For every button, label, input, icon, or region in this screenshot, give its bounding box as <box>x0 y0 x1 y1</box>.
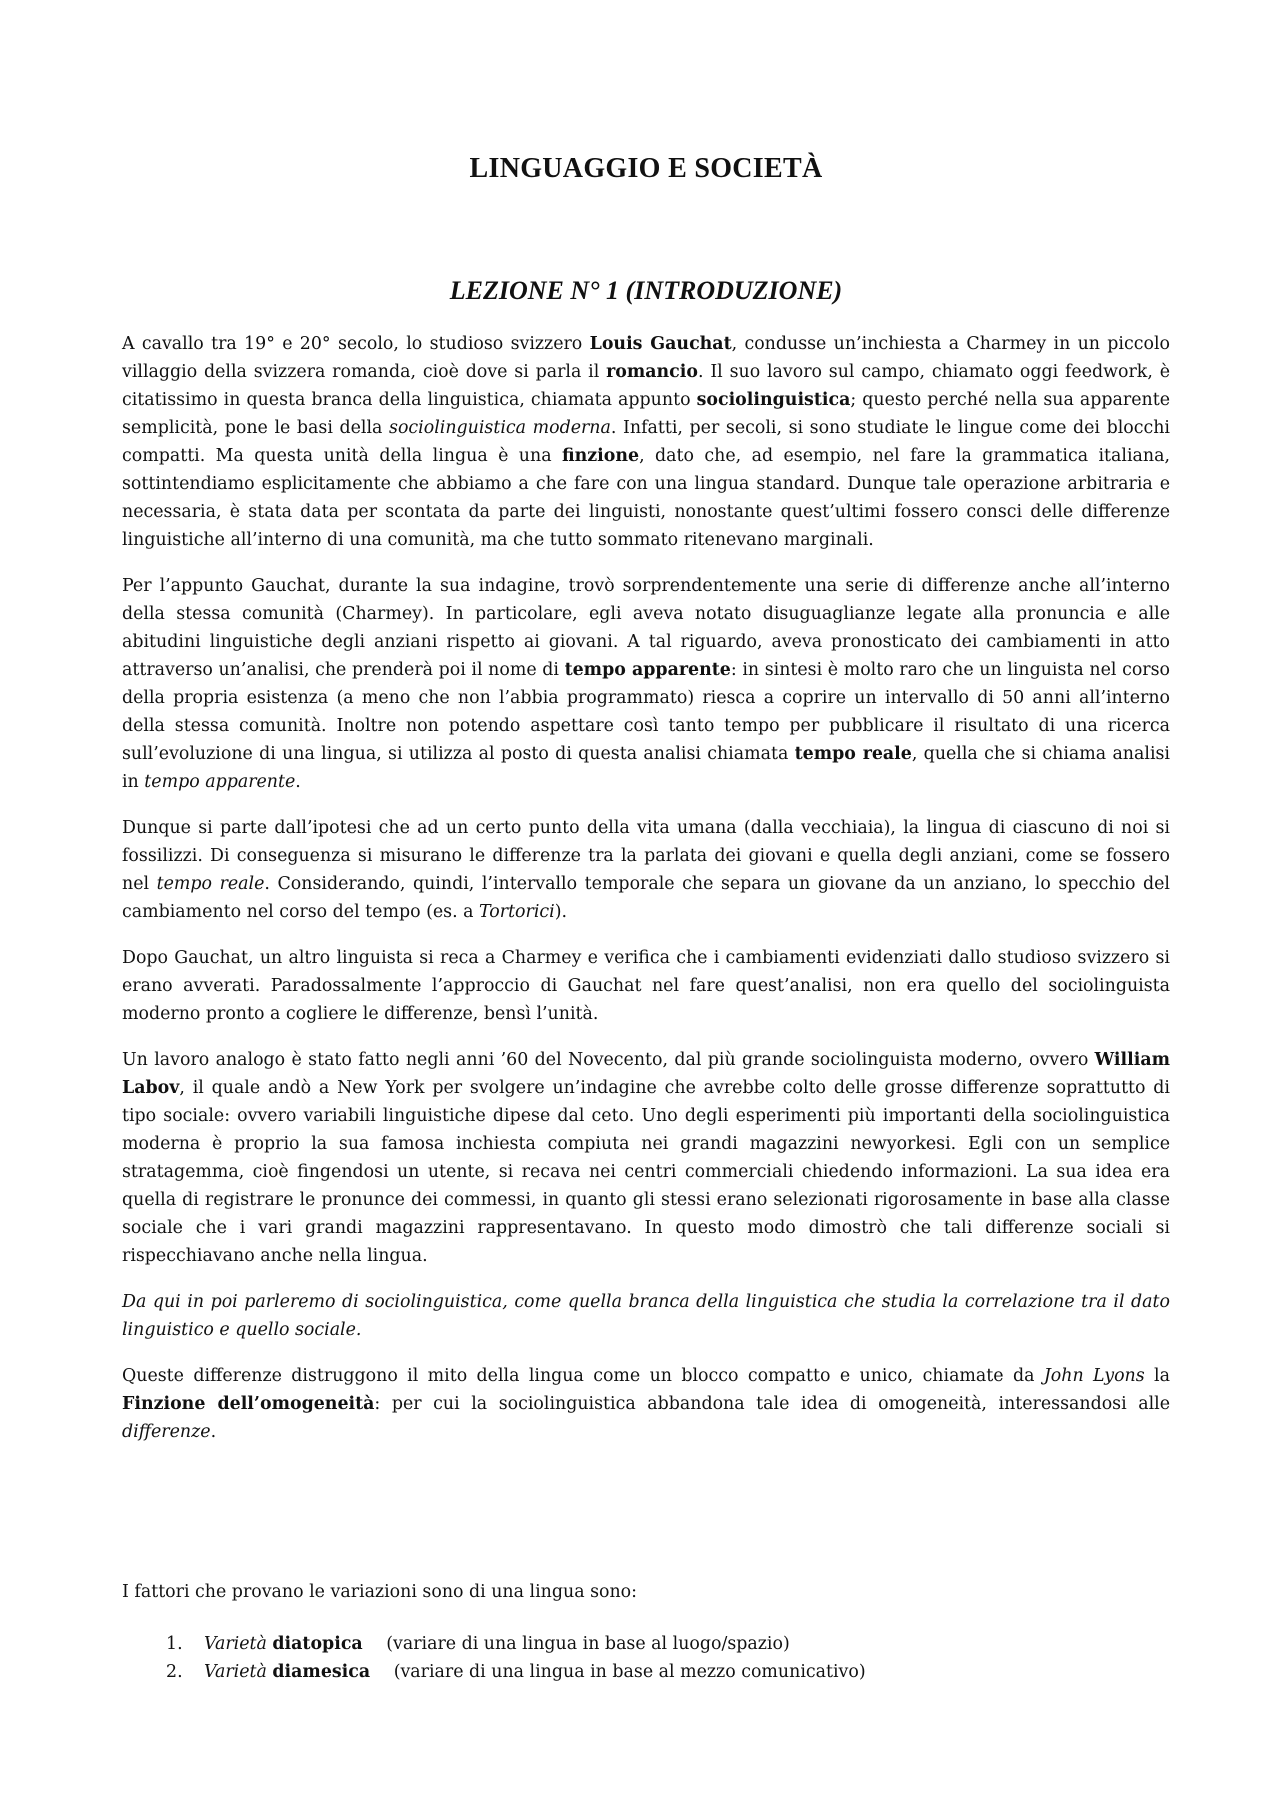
bold-term: romancio <box>606 362 698 382</box>
text-run: ; questo perché nella sua apparente semplicità, pone le basi della <box>122 390 1170 438</box>
paragraph <box>122 1362 1170 1446</box>
bold-term: tempo apparente <box>564 660 731 680</box>
lesson-title: LEZIONE N° 1 (INTRODUZIONE) <box>449 276 843 305</box>
text-run: Dopo Gauchat, un altro linguista si reca a Charmey e verifica che i cambiamenti evidenziati dallo studioso svizzero si erano avverati. Paradossalmente l’approccio di Gauchat nel fare quest’analisi, non era quello del sociolinguista moderno pronto a cogliere le differenze, bensì l’unità. <box>122 948 1170 1024</box>
text-run: Da qui in poi parleremo di sociolinguistica, come quella branca della linguistica che studia la correlazione tra il dato linguistico e quello sociale. <box>122 1292 1170 1340</box>
text-run: . <box>295 772 301 792</box>
bold-term: sociolinguistica <box>696 390 851 410</box>
factor-prefix: Varietà <box>204 1634 267 1654</box>
text-run: . Infatti, per secoli, si sono studiate le lingue come dei blocchi compatti. Ma questa unità della lingua è una <box>122 418 1170 466</box>
text-run: ). <box>554 902 568 922</box>
paragraph <box>122 814 1170 926</box>
text-run: Dunque si parte dall’ipotesi che ad un certo punto della vita umana (dalla vecchiaia), la lingua di ciascuno di noi si fossilizzi. Di conseguenza si misurano le differenze tra la parlata dei giovani e quella degli anziani, come se fossero nel <box>122 818 1170 894</box>
paragraph <box>122 330 1170 554</box>
text-run: Queste differenze distruggono il mito della lingua come un blocco compatto e unico, chiamate da <box>122 1366 1044 1386</box>
bold-term: Louis Gauchat <box>589 334 732 354</box>
text-run: la <box>1144 1366 1170 1386</box>
bold-term: William Labov <box>122 1050 1170 1098</box>
list-item <box>122 1658 1170 1686</box>
text-run: . Il suo lavoro sul campo, chiamato oggi feedwork, è citatissimo in questa branca della linguistica, chiamata appunto <box>122 362 1170 410</box>
paragraph <box>122 944 1170 1028</box>
paragraph <box>122 1046 1170 1270</box>
list-number: 2. <box>166 1662 183 1682</box>
paragraph <box>122 572 1170 796</box>
italic-term: differenze <box>122 1422 211 1442</box>
text-run: Un lavoro analogo è stato fatto negli anni ’60 del Novecento, dal più grande sociolinguista moderno, ovvero <box>122 1050 1095 1070</box>
text-run: , quella che si chiama analisi in <box>122 744 1170 792</box>
factor-description: (variare di una lingua in base al mezzo comunicativo) <box>393 1662 866 1682</box>
factor-term: diamesica <box>272 1662 371 1682</box>
text-run: , condusse un’inchiesta a Charmey in un piccolo villaggio della svizzera romanda, cioè dove si parla il <box>122 334 1170 382</box>
text-run: , il quale andò a New York per svolgere un’indagine che avrebbe colto delle grosse differenze soprattutto di tipo sociale: ovvero variabili linguistiche dipese dal ceto. Uno degli esperimenti più importanti della sociolinguistica moderna è proprio la sua famosa inchiesta compiuta nei grandi magazzini newyorkesi. Egli con un semplice stratagemma, cioè fingendosi un utente, si recava nei centri commerciali chiedendo informazioni. La sua idea era quella di registrare le pronunce dei commessi, in quanto gli stessi erano selezionati rigorosamente in base alla classe sociale che i vari grandi magazzini rappresentavano. In questo modo dimostrò che tali differenze sociali si rispecchiavano anche nella lingua. <box>122 1078 1170 1266</box>
text-run: : per cui la sociolinguistica abbandona tale idea di omogeneità, interessandosi alle <box>374 1394 1171 1414</box>
italic-term: Tortorici <box>479 902 555 922</box>
text-run: . Considerando, quindi, l’intervallo temporale che separa un giovane da un anziano, lo specchio del cambiamento nel corso del tempo (es. a <box>122 874 1170 922</box>
text-run: Per l’appunto Gauchat, durante la sua indagine, trovò sorprendentemente una serie di differenze anche all’interno della stessa comunità (Charmey). In particolare, egli aveva notato disuguaglianze legate alla pronuncia e alle abitudini linguistiche degli anziani rispetto ai giovani. A tal riguardo, aveva pronosticato dei cambiamenti in atto attraverso un’analisi, che prenderà poi il nome di <box>122 576 1170 680</box>
italic-term: John Lyons <box>1043 1366 1145 1386</box>
document-title: LINGUAGGIO E SOCIETÀ <box>469 153 823 184</box>
list-number: 1. <box>166 1634 183 1654</box>
factor-prefix: Varietà <box>204 1662 267 1682</box>
text-run: , dato che, ad esempio, nel fare la grammatica italiana, sottintendiamo esplicitamente che abbiamo a che fare con una lingua standard. Dunque tale operazione arbitraria e necessaria, è stata data per scontata da parte dei linguisti, nonostante quest’ultimi fossero consci delle differenze linguistiche all’interno di una comunità, ma che tutto sommato ritenevano marginali. <box>122 446 1170 550</box>
bold-term: Finzione dell’omogeneità <box>122 1394 375 1414</box>
bold-term: finzione <box>562 446 640 466</box>
list-item <box>122 1630 1170 1658</box>
text-run: : in sintesi è molto raro che un linguista nel corso della propria esistenza (a meno che non l’abbia programmato) riesca a coprire un intervallo di 50 anni all’interno della stessa comunità. Inoltre non potendo aspettare così tanto tempo per pubblicare il risultato di una ricerca sull’evoluzione di una lingua, si utilizza al posto di questa analisi chiamata <box>122 660 1171 764</box>
body-text <box>122 330 1170 1464</box>
text-run: . <box>210 1422 217 1442</box>
italic-term: tempo apparente <box>144 772 296 792</box>
factor-list <box>122 1630 1170 1686</box>
italic-term: sociolinguistica moderna <box>389 418 611 438</box>
bold-term: tempo reale <box>794 744 912 764</box>
factors-intro: I fattori che provano le variazioni sono di una lingua sono: <box>122 1582 638 1602</box>
definition-paragraph <box>122 1288 1170 1344</box>
factor-term: diatopica <box>272 1634 363 1654</box>
factor-description: (variare di una lingua in base al luogo/spazio) <box>386 1634 790 1654</box>
text-run: A cavallo tra 19° e 20° secolo, lo studioso svizzero <box>122 334 590 354</box>
italic-term: tempo reale <box>156 874 265 894</box>
